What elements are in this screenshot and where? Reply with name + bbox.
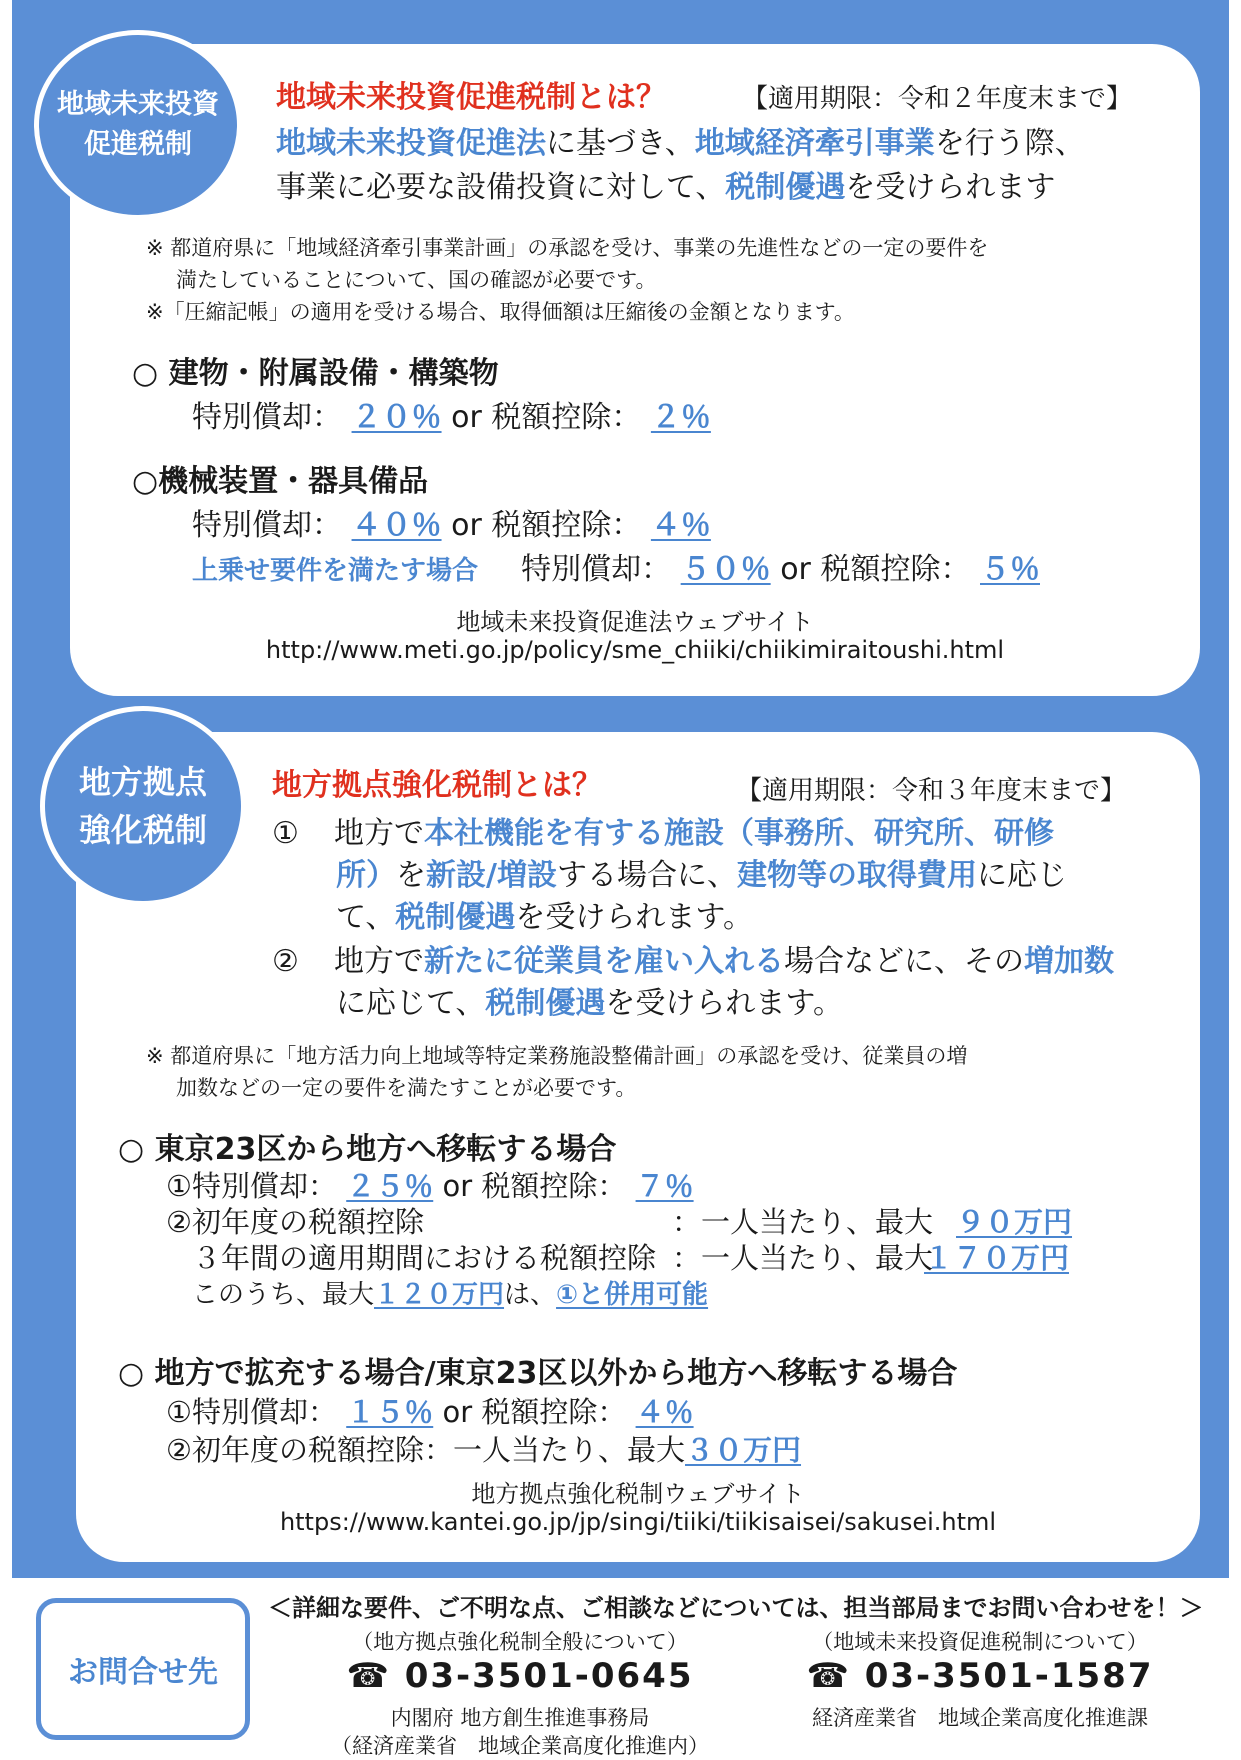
item2-text: 地方で: [334, 944, 424, 979]
cat1-dep-value: ２０％: [351, 400, 442, 435]
item1-benefit: 税制優遇: [395, 900, 516, 935]
or-text: or: [451, 400, 482, 435]
caseA-combo-note: ①と併用可能: [556, 1280, 709, 1310]
item2-hire: 新たに従業員を雇い入れる: [424, 944, 784, 979]
section2-note-line1: ※ 都道府県に「地方活力向上地域等特定業務施設整備計画」の承認を受け、従業員の増: [146, 1044, 968, 1068]
tax-label: 税額控除：: [481, 1395, 627, 1429]
item1-facility: 本社機能を有する施設（事務所、研究所、研修: [424, 816, 1054, 851]
combo-text: このうち、最大: [192, 1280, 375, 1310]
project-name: 地域経済牽引事業: [694, 126, 935, 161]
caseB-title: ○ 地方で拡充する場合/東京23区以外から地方へ移転する場合: [118, 1356, 958, 1391]
section2-badge-line2: 強化税制: [78, 811, 207, 849]
cat2-tax-value: ４％: [650, 508, 711, 543]
contact-left-phone[interactable]: ☎ 03-3501-0645: [346, 1656, 694, 1696]
cat2-title: ○機械装置・器具備品: [132, 464, 429, 499]
desc-text: を行う際、: [934, 126, 1085, 161]
tax-label: 税額控除：: [491, 400, 642, 435]
desc-text: 事業に必要な設備投資に対して、: [276, 170, 726, 205]
or-text: or: [442, 1169, 473, 1203]
section1-badge-line2: 促進税制: [84, 129, 192, 160]
dep-label: 特別償却：: [192, 400, 342, 435]
caseA-dep-value: ２５％: [346, 1169, 434, 1203]
section2-title: 地方拠点強化税制とは？: [272, 768, 602, 803]
section1-note1-line1: ※ 都道府県に「地域経済牽引事業計画」の承認を受け、事業の先進性などの一定の要件を: [146, 236, 989, 260]
benefit-text: 税制優遇: [725, 170, 846, 205]
item2-number: ②: [272, 944, 299, 979]
section1-period: 【適用期限：令和２年度末まで】: [742, 84, 1133, 114]
caseA-combo: [192, 1274, 708, 1311]
item2-increase: 増加数: [1024, 944, 1114, 979]
section2-note-line2: 加数などの一定の要件を満たすことが必要です。: [176, 1076, 637, 1100]
contact-label-box: [36, 1598, 250, 1740]
section1-site-label: 地域未来投資促進法ウェブサイト: [456, 608, 814, 636]
item1-line2: [336, 850, 1067, 894]
section2-period: 【適用期限：令和３年度末まで】: [736, 776, 1127, 806]
dep-label: ①特別償却：: [166, 1395, 337, 1429]
caseB-dep-value: １５％: [346, 1395, 434, 1429]
cat2-extra-tax-value: ５％: [980, 552, 1040, 587]
section2-site-url[interactable]: https://www.kantei.go.jp/jp/singi/tiiki/tiikisaisei/sakusei.html: [279, 1508, 997, 1536]
section2-badge-line1: 地方拠点: [78, 763, 207, 801]
item1-text: 地方で: [334, 816, 424, 851]
caseB-rates: [166, 1390, 694, 1431]
caseA-three-year-value: １７０万円: [924, 1241, 1070, 1275]
item2-line2: [336, 978, 843, 1022]
cat1-rates: [192, 392, 711, 436]
contact-right-phone[interactable]: ☎ 03-3501-1587: [806, 1656, 1154, 1696]
desc-text: を受けられます: [845, 170, 1056, 205]
item2-text: を受けられます。: [605, 986, 844, 1021]
contact-headline: ＜詳細な要件、ご不明な点、ご相談などについては、担当部局までお問い合わせを！＞: [268, 1594, 1204, 1622]
cat1-title: ○ 建物・附属設備・構築物: [132, 356, 499, 391]
cat2-extra-dep-value: ５０％: [680, 552, 771, 587]
item2-text: に応じて、: [336, 986, 486, 1021]
item1-text: て、: [336, 900, 396, 935]
caseA-tax-value: ７％: [635, 1169, 694, 1203]
dep-label: ①特別償却：: [166, 1169, 337, 1203]
dep-label: 特別償却：: [521, 552, 672, 587]
combo-text: は、: [504, 1280, 557, 1310]
section1-desc-line1: [276, 118, 1085, 162]
cat2-dep-value: ４０％: [351, 508, 442, 543]
item1-text: を: [396, 858, 426, 893]
section2-site-label: 地方拠点強化税制ウェブサイト: [471, 1480, 805, 1508]
contact-right-caption: （地域未来投資促進税制について）: [812, 1630, 1148, 1654]
caseB-tax-value: ４％: [635, 1395, 694, 1429]
item1-text: する場合に、: [556, 858, 737, 893]
item1-number: ①: [272, 816, 299, 851]
cat2-extra-rates: [192, 544, 1040, 588]
section1-note1-line2: 満たしていることについて、国の確認が必要です。: [176, 268, 657, 292]
section1-title: 地域未来投資促進税制とは？: [276, 80, 666, 115]
section1-desc-line2: [276, 162, 1055, 206]
cat1-tax-value: ２％: [650, 400, 711, 435]
tax-label: 税額控除：: [820, 552, 971, 587]
item1-text: に応じ: [976, 858, 1067, 893]
caseB-first-year-value: ３０万円: [685, 1433, 802, 1467]
section1-note2: ※「圧縮記帳」の適用を受ける場合、取得価額は圧縮後の金額となります。: [146, 300, 855, 324]
item2-text: 場合などに、その: [784, 944, 1024, 979]
cat2-rates: [192, 500, 711, 544]
or-text: or: [442, 1395, 473, 1429]
caseA-rates: [166, 1164, 694, 1205]
section1-badge: [34, 30, 242, 220]
or-text: or: [451, 508, 482, 543]
caseB-first-year: [166, 1428, 801, 1469]
contact-right-org: 経済産業省 地域企業高度化推進課: [812, 1706, 1148, 1730]
item2-benefit: 税制優遇: [485, 986, 606, 1021]
desc-text: に基づき、: [546, 126, 695, 161]
caseA-title: ○ 東京23区から地方へ移転する場合: [118, 1132, 617, 1167]
contact-left-caption: （地方拠点強化税制全般について）: [352, 1630, 688, 1654]
item1-line3: [336, 892, 753, 936]
caseA-first-year-label: ②初年度の税額控除: [166, 1205, 424, 1239]
or-text: or: [780, 552, 811, 587]
section2-badge: [40, 706, 246, 906]
item1-cost: 建物等の取得費用: [736, 858, 977, 893]
law-name: 地域未来投資促進法: [276, 126, 546, 161]
item1-line1: [272, 808, 1054, 852]
tax-label: 税額控除：: [481, 1169, 627, 1203]
caseA-three-year-label: ３年間の適用期間における税額控除: [192, 1241, 657, 1275]
section1-site-url[interactable]: http://www.meti.go.jp/policy/sme_chiiki/chiikimiraitoushi.html: [265, 636, 1005, 664]
caseA-first-year-mid: ：一人当たり、最大: [672, 1205, 934, 1239]
item1-facility-end: 所）: [336, 858, 396, 893]
item1-text: を受けられます。: [515, 900, 754, 935]
extra-condition-label: 上乗せ要件を満たす場合: [192, 556, 479, 586]
contact-label: お問合せ先: [68, 1655, 218, 1690]
item2-line1: [272, 936, 1114, 980]
caseA-three-year-mid: ：一人当たり、最大: [672, 1241, 934, 1275]
section1-badge-line1: 地域未来投資: [57, 89, 219, 120]
item1-new-expand: 新設/増設: [426, 858, 557, 893]
caseA-first-year-value: ９０万円: [956, 1205, 1073, 1239]
tax-label: 税額控除：: [491, 508, 642, 543]
caseB-first-year-label: ②初年度の税額控除：一人当たり、最大: [166, 1433, 685, 1467]
contact-left-org2: （経済産業省 地域企業高度化推進内）: [331, 1734, 709, 1758]
dep-label: 特別償却：: [192, 508, 342, 543]
caseA-combo-value: １２０万円: [374, 1280, 505, 1310]
contact-left-org1: 内閣府 地方創生推進事務局: [390, 1706, 650, 1730]
